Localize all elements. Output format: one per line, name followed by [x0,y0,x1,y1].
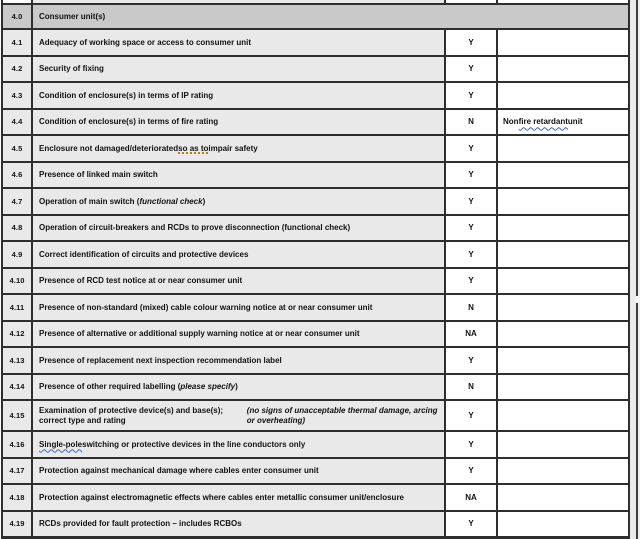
inspection-row [3,320,628,347]
item-description-cell [31,189,444,214]
comment-cell[interactable] [496,83,628,108]
item-number-cell: 4.16 [3,432,31,457]
outcome-cell[interactable]: Y [444,83,496,108]
comment-cell[interactable] [496,459,628,484]
outcome-cell[interactable]: Y [444,57,496,82]
item-description-cell [31,242,444,267]
comment-cell[interactable] [496,269,628,294]
comment-cell[interactable] [496,348,628,373]
item-description-cell [31,322,444,347]
outcome-cell[interactable]: Y [444,30,496,55]
text-segment: please specify [180,382,236,391]
item-description-cell [31,269,444,294]
outcome-cell[interactable]: Y [444,189,496,214]
comment-cell[interactable] [496,295,628,320]
item-number-cell: 4.8 [3,216,31,241]
item-number-cell: 4.14 [3,375,31,400]
text-segment: Presence of other required labelling ( [39,382,181,391]
text-segment: switching or protective devices in the line conductors only [82,439,306,449]
item-number-cell: 4.3 [3,83,31,108]
inspection-row [3,293,628,320]
text-segment: Consumer unit(s) [39,11,106,21]
text-segment: Examination of protective device(s) and base(s); correct type and rating [39,406,224,425]
outcome-cell [444,0,496,3]
text-segment: Correct identification of circuits and protective devices [39,249,249,259]
comment-cell[interactable] [496,242,628,267]
text-segment: (no signs of unacceptable thermal damage, arcing or overheating) [246,406,438,425]
inspection-row [3,399,628,430]
inspection-row [3,55,628,82]
inspection-row [3,134,628,161]
inspection-row [3,81,628,108]
outcome-cell[interactable]: Y [444,401,496,430]
comment-cell[interactable] [496,401,628,430]
item-description-cell [31,136,444,161]
inspection-row [3,510,628,537]
item-description-cell [31,110,444,135]
item-number-cell: 4.18 [3,485,31,510]
item-number-cell: 4.2 [3,57,31,82]
outcome-cell[interactable]: N [444,110,496,135]
item-number-cell [3,0,31,3]
outcome-cell[interactable]: NA [444,322,496,347]
item-description-cell [31,216,444,241]
item-description-cell [31,57,444,82]
item-number-cell: 4.17 [3,459,31,484]
text-segment: Enclosure not damaged/deteriorated [39,143,179,153]
item-number-cell: 4.10 [3,269,31,294]
text-segment: Protection against mechanical damage where cables enter consumer unit [39,466,319,475]
item-number-cell: 4.9 [3,242,31,267]
outcome-cell[interactable]: Y [444,163,496,188]
spell-marked-text: Single-pole [39,439,83,449]
text-segment: Operation of circuit-breakers and RCDs to prove disconnection (functional check) [39,223,351,232]
text-segment: ) [202,196,206,206]
item-description-cell [31,432,444,457]
clipped-previous-row [3,0,628,3]
comment-cell[interactable] [496,216,628,241]
outcome-cell[interactable]: N [444,295,496,320]
inspection-row [3,373,628,400]
text-segment: Condition of enclosure(s) in terms of fire rating [39,117,219,126]
comment-cell[interactable] [496,163,628,188]
comment-cell[interactable] [496,512,628,537]
comment-cell[interactable] [496,189,628,214]
item-description-cell [31,375,444,400]
outcome-cell[interactable]: Y [444,432,496,457]
item-description-cell [31,459,444,484]
item-description-cell [31,5,628,28]
inspection-row [3,346,628,373]
inspection-row [3,240,628,267]
text-segment: Protection against electromagnetic effects where cables enter metallic consumer unit/enclosure [39,492,405,502]
item-number-cell: 4.5 [3,136,31,161]
item-number-cell: 4.0 [3,5,31,28]
item-number-cell: 4.12 [3,322,31,347]
text-segment: Presence of alternative or additional supply warning notice at or near consumer unit [39,329,360,338]
comment-cell[interactable] [496,30,628,55]
text-segment: Adequacy of working space or access to consumer unit [39,37,252,47]
item-number-cell: 4.1 [3,30,31,55]
item-description-cell [31,401,444,430]
section-row [3,3,628,28]
outcome-cell[interactable]: Y [444,242,496,267]
text-segment: Presence of RCD test notice at or near consumer unit [39,276,243,285]
item-number-cell: 4.19 [3,512,31,537]
inspection-row [3,267,628,294]
outcome-cell[interactable]: N [444,375,496,400]
grammar-marked-text: so as to [178,143,209,153]
text-segment: Presence of linked main switch [39,170,158,179]
comment-cell[interactable] [496,136,628,161]
text-segment: RCDs provided for fault protection – includes RCBOs [39,519,242,528]
text-segment: Non [503,117,519,127]
text-segment: ) [235,382,238,391]
item-number-cell: 4.4 [3,110,31,135]
comment-cell [496,0,628,3]
item-number-cell: 4.15 [3,401,31,430]
outcome-cell[interactable]: Y [444,459,496,484]
item-description-cell [31,0,444,3]
text-segment: Condition of enclosure(s) in terms of IP rating [39,90,214,100]
inspection-row [3,214,628,241]
comment-cell[interactable] [496,110,628,135]
outcome-cell[interactable]: NA [444,485,496,510]
text-segment: Operation of main switch ( [39,196,140,206]
comment-cell[interactable] [496,57,628,82]
spell-marked-text: fire retardant [518,117,568,127]
text-segment: Security of fixing [39,64,104,73]
outcome-cell[interactable]: Y [444,348,496,373]
inspection-table [1,0,630,539]
text-segment: impair safety [208,143,258,153]
outcome-cell[interactable]: Y [444,136,496,161]
item-description-cell [31,163,444,188]
text-segment: unit [567,117,583,127]
item-description-cell [31,83,444,108]
comment-cell[interactable] [496,322,628,347]
outcome-cell[interactable]: Y [444,269,496,294]
comment-cell[interactable] [496,485,628,510]
inspection-row [3,457,628,484]
inspection-row [3,108,628,135]
inspection-row [3,187,628,214]
item-number-cell: 4.11 [3,295,31,320]
inspection-row [3,161,628,188]
outcome-cell[interactable]: Y [444,512,496,537]
inspection-row [3,28,628,55]
item-description-cell [31,485,444,510]
item-number-cell: 4.13 [3,348,31,373]
comment-cell[interactable] [496,375,628,400]
item-number-cell: 4.7 [3,189,31,214]
outcome-cell[interactable]: Y [444,216,496,241]
text-segment: Presence of replacement next inspection recommendation label [39,355,282,365]
text-segment: functional check [139,196,203,206]
item-number-cell: 4.6 [3,163,31,188]
item-description-cell [31,348,444,373]
text-segment: Presence of non-standard (mixed) cable colour warning notice at or near consumer unit [39,302,373,312]
item-description-cell [31,295,444,320]
comment-cell[interactable] [496,432,628,457]
inspection-row [3,430,628,457]
inspection-row [3,483,628,510]
item-description-cell [31,30,444,55]
item-description-cell [31,512,444,537]
